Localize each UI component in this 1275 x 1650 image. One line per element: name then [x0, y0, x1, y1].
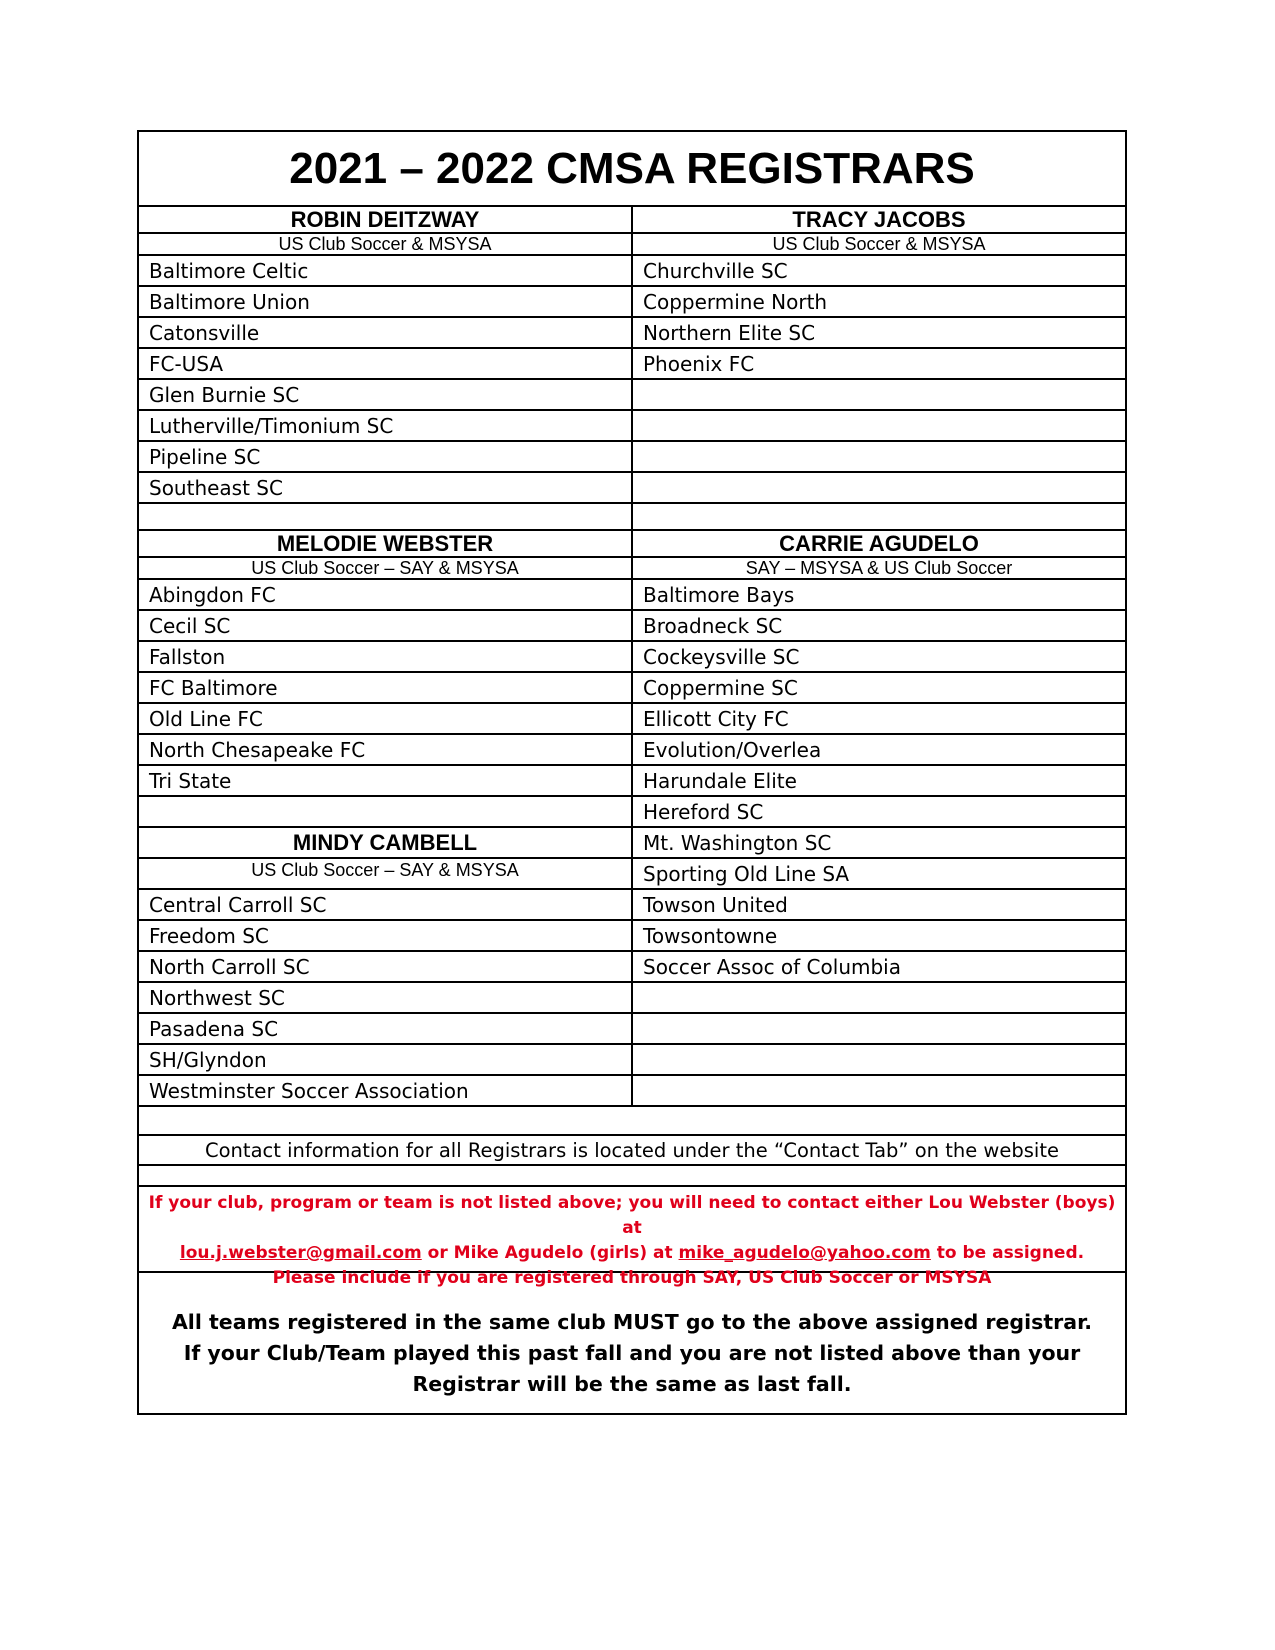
- club-name: Baltimore Celtic: [139, 256, 633, 285]
- club-name: Evolution/Overlea: [643, 737, 822, 762]
- final-line-3: Registrar will be the same as last fall.: [412, 1372, 852, 1396]
- club-name: Freedom SC: [139, 921, 633, 950]
- club-name: FC Baltimore: [139, 673, 633, 702]
- spacer-row: [139, 1107, 1125, 1136]
- final-line-2: If your Club/Team played this past fall and you are not listed above than your: [183, 1341, 1081, 1365]
- registrar-name-melodie: MELODIE WEBSTER: [139, 531, 633, 556]
- club-name: Broadneck SC: [643, 613, 783, 638]
- club-name: Northwest SC: [139, 983, 633, 1012]
- club-name: Towson United: [643, 892, 788, 917]
- notice-row: [139, 1187, 1125, 1288]
- club-name: Catonsville: [139, 318, 633, 347]
- affiliation-row: [139, 558, 1125, 580]
- empty-cell: [633, 1076, 1125, 1105]
- club-row: [139, 704, 1125, 735]
- club-name: Fallston: [139, 642, 633, 671]
- club-name: North Chesapeake FC: [139, 735, 633, 764]
- club-row: [139, 411, 1125, 442]
- club-row: [139, 380, 1125, 411]
- registrar-affiliation-mindy: US Club Soccer – SAY & MSYSA: [139, 859, 633, 888]
- club-name: Sporting Old Line SA: [643, 861, 850, 886]
- club-name: Abingdon FC: [139, 580, 633, 609]
- club-name: Phoenix FC: [643, 351, 755, 376]
- club-row: [139, 1076, 1125, 1107]
- club-row: [139, 1045, 1125, 1076]
- club-row: [139, 1014, 1125, 1045]
- notice-mid: or Mike Agudelo (girls) at: [421, 1243, 679, 1263]
- notice-line-2: [139, 1241, 1125, 1266]
- club-name: Southeast SC: [139, 473, 633, 502]
- club-row: [139, 921, 1125, 952]
- club-row: [139, 349, 1125, 380]
- contact-row: [139, 1136, 1125, 1166]
- empty-cell: [633, 411, 1125, 440]
- club-name: Cockeysville SC: [643, 644, 800, 669]
- empty-cell: [633, 1045, 1125, 1074]
- header-row: [139, 531, 1125, 558]
- club-row: [139, 642, 1125, 673]
- club-row: [139, 473, 1125, 504]
- notice-line-3: Please include if you are registered through SAY, US Club Soccer or MSYSA: [272, 1268, 992, 1288]
- registrar-affiliation-tracy: US Club Soccer & MSYSA: [772, 234, 986, 254]
- empty-cell: [633, 442, 1125, 471]
- club-row: [139, 766, 1125, 797]
- club-name: Harundale Elite: [643, 768, 797, 793]
- club-name: Coppermine SC: [643, 675, 798, 700]
- club-name: Central Carroll SC: [139, 890, 633, 919]
- affiliation-row: [139, 234, 1125, 256]
- page-title: 2021 – 2022 CMSA REGISTRARS: [139, 132, 1125, 207]
- club-name: Baltimore Union: [139, 287, 633, 316]
- club-name: Towsontowne: [643, 923, 778, 948]
- club-row: [139, 580, 1125, 611]
- club-name: Cecil SC: [139, 611, 633, 640]
- empty-cell: [633, 983, 1125, 1012]
- club-name: Pasadena SC: [139, 1014, 633, 1043]
- club-name: Lutherville/Timonium SC: [139, 411, 633, 440]
- empty-cell: [139, 797, 633, 826]
- club-name: FC-USA: [139, 349, 633, 378]
- club-name: Hereford SC: [643, 799, 764, 824]
- empty-cell: [633, 1014, 1125, 1043]
- empty-cell: [139, 504, 633, 529]
- club-name: Coppermine North: [643, 289, 828, 314]
- empty-cell: [633, 504, 1125, 529]
- club-row: [139, 983, 1125, 1014]
- club-row: [139, 611, 1125, 642]
- registrar-affiliation-carrie: SAY – MSYSA & US Club Soccer: [745, 558, 1013, 578]
- registrar-affiliation-robin: US Club Soccer & MSYSA: [139, 234, 633, 254]
- header-row: [139, 207, 1125, 234]
- club-row: [139, 256, 1125, 287]
- club-name: Pipeline SC: [139, 442, 633, 471]
- club-row: [139, 735, 1125, 766]
- registrar-affiliation-melodie: US Club Soccer – SAY & MSYSA: [139, 558, 633, 578]
- registrar-name-mindy: MINDY CAMBELL: [139, 828, 633, 857]
- club-name: Baltimore Bays: [643, 582, 795, 607]
- contact-info: Contact information for all Registrars is located under the “Contact Tab” on the website: [205, 1138, 1059, 1162]
- registrar-name-tracy: TRACY JACOBS: [792, 207, 966, 232]
- club-row: [139, 797, 1125, 828]
- club-name: Tri State: [139, 766, 633, 795]
- notice-end: to be assigned.: [930, 1243, 1085, 1263]
- club-name: SH/Glyndon: [139, 1045, 633, 1074]
- club-name: Old Line FC: [139, 704, 633, 733]
- club-name: North Carroll SC: [139, 952, 633, 981]
- notice-text: [139, 1191, 1125, 1291]
- club-name: Soccer Assoc of Columbia: [643, 954, 901, 979]
- club-row: [139, 287, 1125, 318]
- final-line-1: All teams registered in the same club MUST go to the above assigned registrar.: [171, 1310, 1093, 1334]
- empty-cell: [633, 380, 1125, 409]
- club-name: Westminster Soccer Association: [139, 1076, 633, 1105]
- registrar-name-carrie: CARRIE AGUDELO: [779, 531, 979, 556]
- club-name: Ellicott City FC: [643, 706, 789, 731]
- club-row: [139, 890, 1125, 921]
- empty-cell: [633, 473, 1125, 502]
- club-name: Churchville SC: [643, 258, 788, 283]
- club-row: [139, 828, 1125, 859]
- email-link-mike[interactable]: mike_agudelo@yahoo.com: [678, 1243, 931, 1263]
- email-link-lou[interactable]: lou.j.webster@gmail.com: [179, 1243, 422, 1263]
- registrar-table: [137, 130, 1127, 1415]
- notice-line-1: If your club, program or team is not listed above; you will need to contact either Lou Webster (boys) at: [148, 1193, 1116, 1238]
- club-row: [139, 952, 1125, 983]
- registrar-name-robin: ROBIN DEITZWAY: [139, 207, 633, 232]
- spacer-row: [139, 1166, 1125, 1187]
- spacer-row: [139, 504, 1125, 531]
- club-name: Glen Burnie SC: [139, 380, 633, 409]
- club-row: [139, 318, 1125, 349]
- club-row: [139, 673, 1125, 704]
- club-row: [139, 442, 1125, 473]
- club-name: Northern Elite SC: [643, 320, 816, 345]
- club-name: Mt. Washington SC: [643, 830, 832, 855]
- final-note: [139, 1307, 1125, 1400]
- club-row: [139, 859, 1125, 890]
